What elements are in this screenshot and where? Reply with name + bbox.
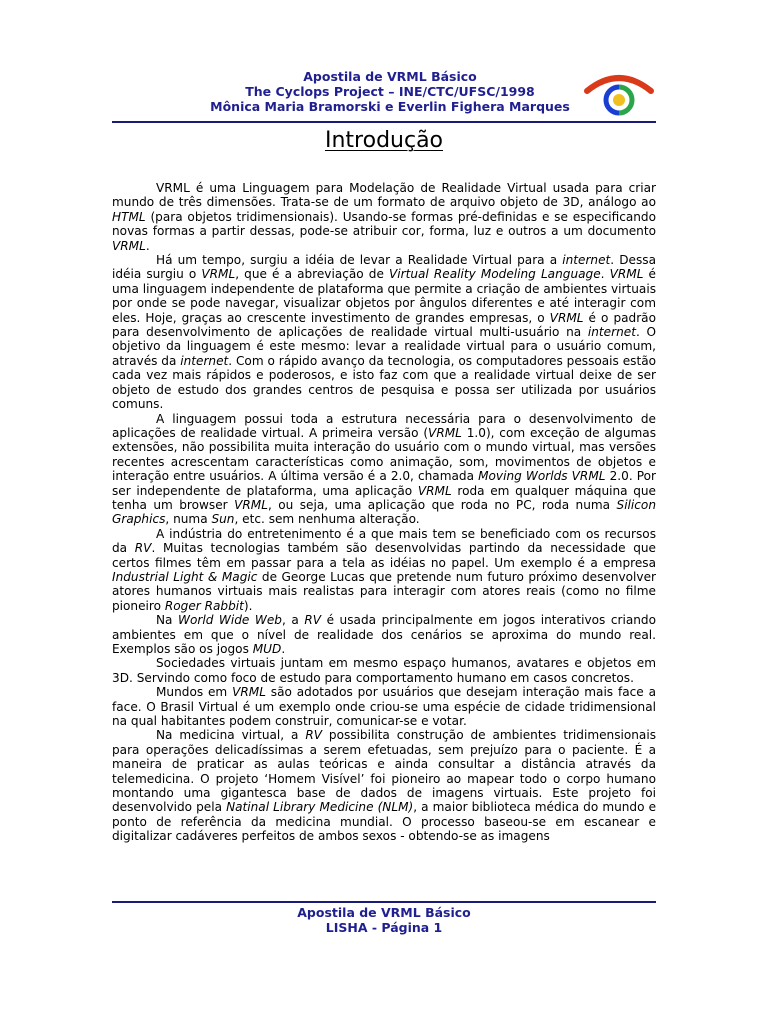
header-line-3: Mônica Maria Bramorski e Everlin Fighera Marques <box>210 99 570 114</box>
text-run: . Dessa idéia surgiu o <box>112 253 656 282</box>
text-run: , ou seja, uma aplicação que roda no PC, roda numa <box>267 497 617 512</box>
text-run: . <box>145 238 150 253</box>
text-run: (para objetos tridimensionais). Usando-se formas pré-definidas e se especificando novas formas a partir dessas, pode-se atribuir cor, forma, luz e outros a um documento <box>112 209 656 239</box>
italic-term: HTML <box>112 209 146 224</box>
text-run: , etc. sem nenhuma alteração. <box>234 512 420 527</box>
body-paragraph <box>112 412 656 527</box>
italic-term: MUD <box>252 642 282 656</box>
italic-term: World Wide Web <box>178 613 282 628</box>
body-paragraph <box>112 253 656 411</box>
text-run: , a <box>281 613 305 628</box>
body-text <box>112 181 656 844</box>
italic-term: Roger Rabbit <box>164 598 244 613</box>
text-run: . Muitas tecnologias também são desenvolvidas partindo da necessidade que certos filmes têm em passar para a tela as idéias no papel. Um exemplo é a empresa <box>112 541 657 570</box>
text-run: Na <box>156 613 179 628</box>
text-run: , numa <box>165 512 212 527</box>
body-paragraph <box>112 527 656 613</box>
body-paragraph <box>112 728 656 843</box>
footer-divider <box>112 901 656 903</box>
text-run: ). <box>243 598 253 613</box>
body-paragraph <box>112 613 656 656</box>
text-run: roda em qualquer máquina que tenha um browser <box>112 483 656 512</box>
header-divider <box>112 121 656 123</box>
italic-term: Natinal Library Medicine (NLM) <box>226 800 414 815</box>
body-paragraph <box>112 656 656 685</box>
text-run: é usada principalmente em jogos interativos criando ambientes em que o nível de realidade dos cenários se aproxima do mundo real. Exemplos são os jogos <box>112 613 656 656</box>
italic-term: internet <box>587 325 636 340</box>
text-run: . O objetivo da linguagem é este mesmo: levar a realidade virtual para o usuário comum, através da <box>112 325 656 368</box>
header-line-1: Apostila de VRML Básico <box>303 69 477 84</box>
text-run: . Com o rápido avanço da tecnologia, os computadores pessoais estão cada vez mais rápidos e poderosos, e isto faz com que a realidade virtual deixe de ser objeto de estudo dos grandes centros de pesquisa e possa ser utilizada por usuários comuns. <box>112 353 656 412</box>
italic-term: Moving Worlds VRML <box>478 469 606 484</box>
text-run: Na medicina virtual, a <box>156 728 306 743</box>
text-run: Há um tempo, surgiu a idéia de levar a Realidade Virtual para a <box>156 253 563 268</box>
cyclops-eye-logo-icon <box>583 71 655 119</box>
italic-term: RV <box>134 541 152 556</box>
body-paragraph <box>112 685 656 728</box>
text-run: VRML é uma Linguagem para Modelação de Realidade Virtual usada para criar mundo de três dimensões. Trata-se de um formato de arquivo objeto de 3D, análogo ao <box>112 181 656 210</box>
italic-term: internet <box>562 253 611 268</box>
text-run: . <box>600 267 610 282</box>
page-title <box>112 127 656 155</box>
italic-term: VRML <box>549 310 584 325</box>
text-run: A linguagem possui toda a estrutura necessária para o desenvolvimento de aplicações de realidade virtual. A primeira versão ( <box>112 411 656 440</box>
text-run: 2.0. Por ser independente de plataforma, uma aplicação <box>112 469 656 498</box>
text-run: é o padrão para desenvolvimento de aplicações de realidade virtual multi-usuário na <box>112 310 656 340</box>
italic-term: Silicon Graphics <box>112 497 656 527</box>
italic-term: VRML <box>417 483 452 498</box>
italic-term: RV <box>305 728 322 743</box>
italic-term: VRML <box>609 267 644 282</box>
italic-term: VRML <box>201 267 236 282</box>
italic-term: VRML <box>112 238 146 253</box>
text-run: , que é a abreviação de <box>235 267 389 282</box>
body-paragraph <box>112 181 656 253</box>
page-title-text: Introdução <box>324 128 444 153</box>
italic-term: VRML <box>234 497 268 512</box>
italic-term: internet <box>180 353 229 368</box>
text-run: , a maior biblioteca médica do mundo e ponto de referência da medicina mundial. O processo baseou-se em escanear e digitalizar cadáveres perfeitos de ambos sexos - obtendo-se as imagens <box>112 800 657 844</box>
text-run: Sociedades virtuais juntam em mesmo espaço humanos, avatares e objetos em 3D. Servindo como foco de estudo para comportamento humano em casos concretos. <box>112 656 656 685</box>
text-run: é uma linguagem independente de plataforma que permite a criação de ambientes virtuais por onde se pode navegar, visualizar objetos por ângulos diferentes e até interagir com eles. Hoje, graças ao crescente investimento de grandes empresas, o <box>112 267 656 325</box>
text-run: são adotados por usuários que desejam interação mais face a face. O Brasil Virtual é um exemplo onde criou-se uma espécie de cidade tridimensional na qual habitantes podem construir, comunicar-se e votar. <box>112 685 656 729</box>
header-line-2: The Cyclops Project – INE/CTC/UFSC/1998 <box>245 84 535 99</box>
italic-term: VRML <box>232 685 266 700</box>
italic-term: VRML <box>428 425 462 440</box>
text-run: . <box>281 642 286 656</box>
footer-line-2: LISHA - Página 1 <box>325 920 443 935</box>
page-footer <box>112 905 656 935</box>
footer-line-1: Apostila de VRML Básico <box>297 905 471 920</box>
text-run: Mundos em <box>156 685 233 700</box>
text-run: possibilita construção de ambientes tridimensionais para operações delicadíssimas a serem efetuadas, sem prejuízo para o paciente. É a maneira de praticar as aulas teóricas e ainda consultar a distância através da telemedicina. O projeto ‘Homem Visível’ foi pioneiro ao mapear todo o corpo humano montando uma gigantesca base de dados de imagens virtuais. Este projeto foi desenvolvido pela <box>112 728 657 815</box>
italic-term: Industrial Light & Magic <box>112 569 258 584</box>
text-run: A indústria do entretenimento é a que mais tem se beneficiado com os recursos da <box>112 526 656 556</box>
text-run: de George Lucas que pretende num futuro próximo desenvolver atores humanos virtuais mais realistas para interagir com atores reais (como no filme pioneiro <box>112 569 656 613</box>
text-run: 1.0), com exceção de algumas extensões, não possibilita muita interação do usuário com o mundo virtual, mas versões recentes acrescentam características como animação, som, movimentos de objetos e interação entre usuários. A última versão é a 2.0, chamada <box>112 425 656 484</box>
italic-term: Virtual Reality Modeling Language <box>389 267 601 282</box>
italic-term: RV <box>304 613 322 628</box>
italic-term: Sun <box>211 512 235 527</box>
